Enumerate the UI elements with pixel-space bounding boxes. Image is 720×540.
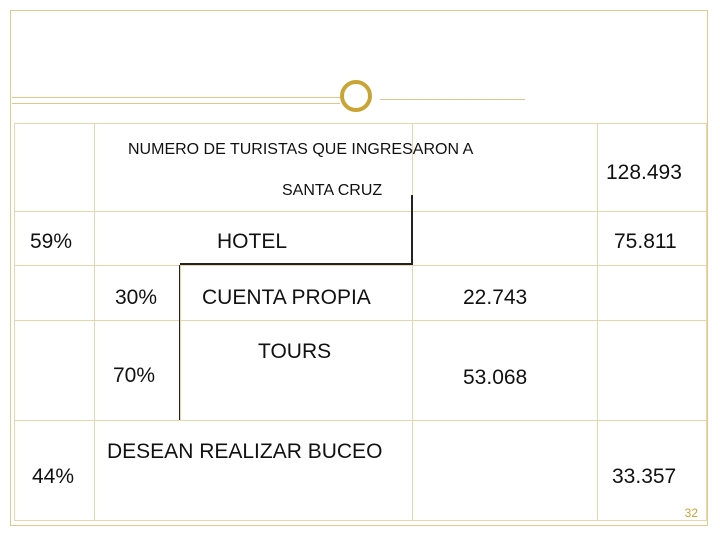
table-border-top [14,123,706,124]
header-divider-right [380,99,525,100]
own-account-percent: 30% [115,286,158,309]
table-col-line-1 [94,123,95,521]
table-row-line-3 [14,320,706,321]
table-title-line2: SANTA CRUZ [282,182,383,199]
table-row-line-1 [14,211,706,212]
table-dark-border-v2 [179,265,180,420]
table-col-line-5 [706,123,707,521]
tours-percent: 70% [113,364,156,387]
table-row-line-4 [14,420,706,421]
tours-label: TOURS [258,340,332,363]
own-account-label: CUENTA PROPIA [202,286,371,309]
table-col-line-3 [412,123,413,521]
diving-label: DESEAN REALIZAR BUCEO [107,440,383,463]
diving-value: 33.357 [612,465,677,488]
decorative-circle-icon [340,80,372,112]
diving-percent: 44% [32,465,75,488]
table-border-bottom [14,520,706,521]
table-title-line1: NUMERO DE TURISTAS QUE INGRESARON A [128,141,474,158]
hotel-label: HOTEL [217,230,288,253]
table-row-line-2 [14,265,706,266]
hotel-percent: 59% [30,230,73,253]
hotel-value: 75.811 [614,230,677,253]
total-value: 128.493 [606,161,682,184]
table-dark-border-h1 [180,263,412,265]
header-divider-left-2 [12,103,340,104]
table-col-line-0 [14,123,15,521]
page-number: 32 [684,506,698,520]
own-account-value: 22.743 [463,286,528,309]
table-col-line-4 [597,123,598,521]
header-divider-left [12,97,340,98]
tours-value: 53.068 [463,366,528,389]
table-dark-border-v1 [411,195,413,265]
table-col-line-2 [180,265,181,420]
